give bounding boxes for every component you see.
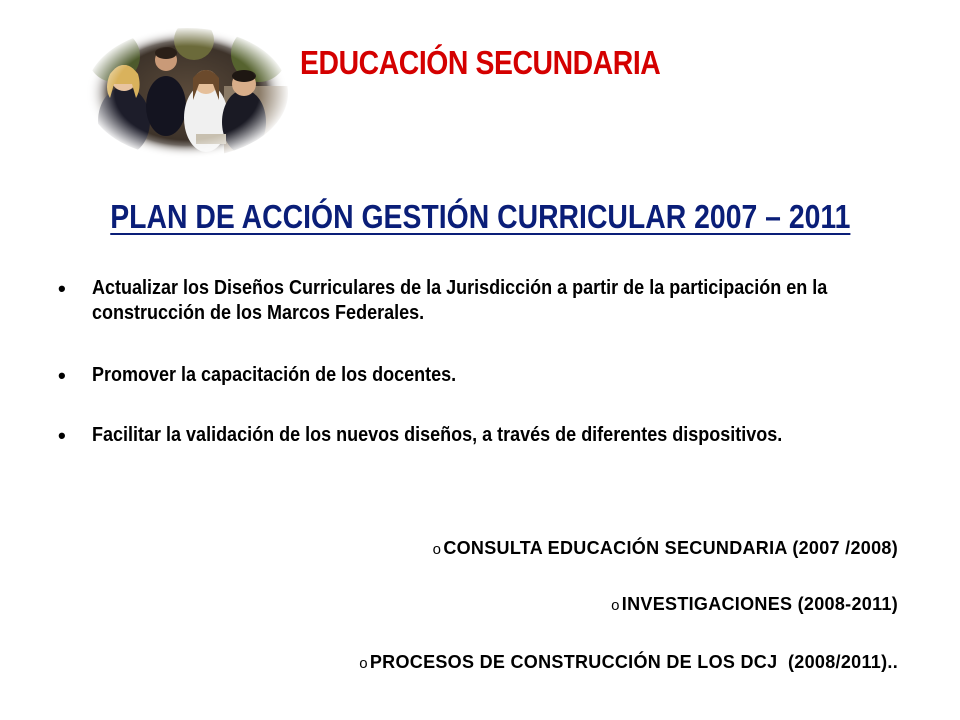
bullet-marker: • — [58, 363, 66, 388]
plan-title — [0, 198, 960, 236]
bullet-list — [58, 276, 838, 448]
sub-item-consulta — [433, 538, 898, 559]
bullet-item — [58, 276, 838, 326]
sub-item-text: INVESTIGACIONES (2008-2011) — [621, 594, 898, 614]
bullet-text: Facilitar la validación de los nuevos diseños, a través de diferentes dispositivos. — [92, 424, 783, 446]
bullet-marker: • — [58, 423, 66, 448]
plan-title-text: PLAN DE ACCIÓN GESTIÓN CURRICULAR 2007 – 2011 — [109, 198, 851, 235]
sub-item-investigaciones — [611, 594, 898, 615]
students-photo — [84, 26, 290, 160]
sub-item-text: CONSULTA EDUCACIÓN SECUNDARIA (2007 /2008) — [443, 538, 898, 558]
bullet-text: Promover la capacitación de los docentes. — [92, 364, 457, 386]
bullet-item — [58, 423, 838, 448]
header-title: EDUCACIÓN SECUNDARIA — [300, 44, 661, 81]
sub-marker: o — [611, 597, 620, 614]
sub-item-procesos — [359, 652, 898, 673]
bullet-text: Actualizar los Diseños Curriculares de la Jurisdicción a partir de la participación en la construcción de los Marcos Federales. — [92, 277, 828, 324]
bullet-marker: • — [58, 276, 66, 301]
sub-marker: o — [359, 655, 368, 672]
bullet-item — [58, 363, 838, 388]
sub-marker: o — [432, 541, 442, 558]
sub-item-text: PROCESOS DE CONSTRUCCIÓN DE LOS DCJ (2008/2011).. — [369, 652, 898, 672]
